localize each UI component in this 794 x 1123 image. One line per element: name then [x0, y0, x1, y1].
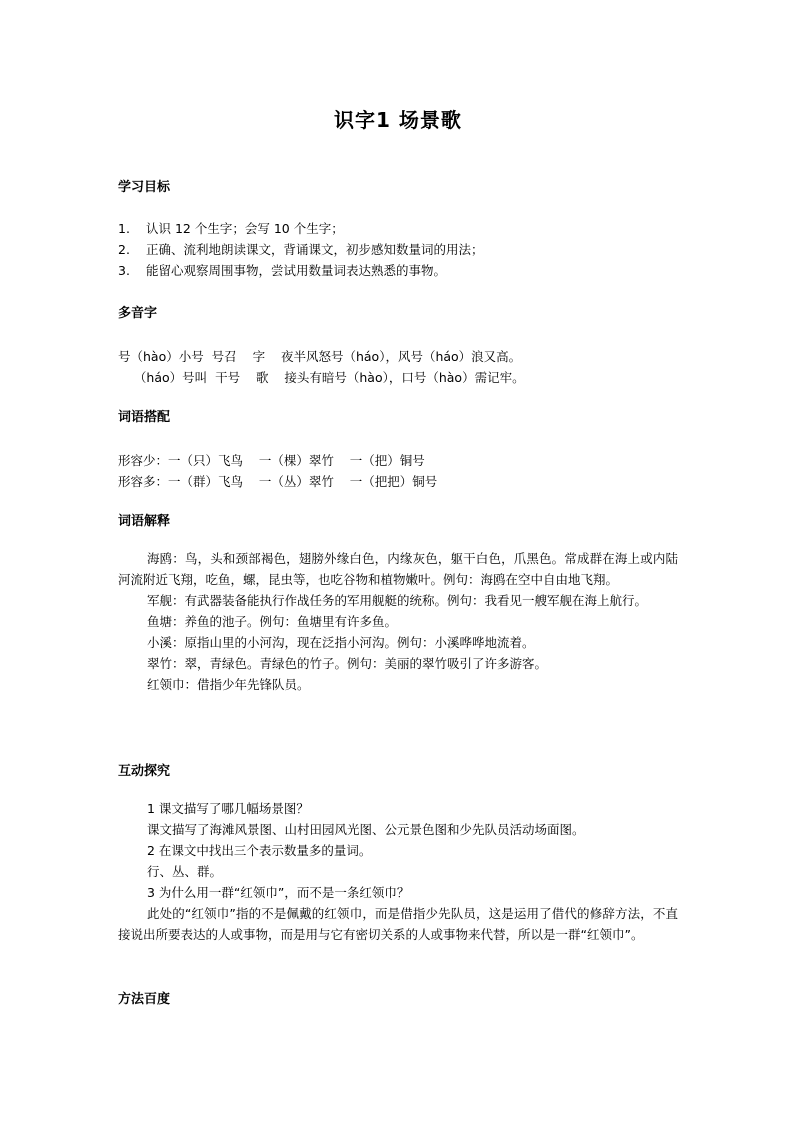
section-explore: [118, 762, 678, 945]
qa-paragraph: 行、丛、群。: [147, 864, 223, 879]
section-collocation: [118, 408, 678, 492]
definition-paragraph: 鱼塘：养鱼的池子。例句：鱼塘里有许多鱼。: [147, 614, 398, 629]
qa-paragraph: 2 在课文中找出三个表示数量多的量词。: [147, 843, 372, 858]
section-polyphone: [118, 304, 678, 388]
qa-paragraph: 3 为什么用一群“红领巾”，而不是一条红领巾？: [147, 885, 410, 900]
section-method: [118, 990, 678, 1010]
goal-item: 2. 正确、流利地朗读课文，背诵课文，初步感知数量词的用法；: [118, 242, 484, 257]
explain-heading: 词语解释: [118, 514, 171, 529]
goal-item: 3. 能留心观察周围事物，尝试用数量词表达熟悉的事物。: [118, 263, 447, 278]
goal-item: 1. 认识 12 个生字；会写 10 个生字；: [118, 221, 344, 236]
section-explain: [118, 512, 678, 695]
polyphone-heading: 多音字: [118, 306, 158, 321]
definition-paragraph: 海鸥：鸟，头和颈部褐色，翅膀外缘白色，内缘灰色，躯干白色，爪黑色。常成群在海上或内陆河流附近飞翔，吃鱼，螺，昆虫等，也吃谷物和植物嫩叶。例句：海鸥在空中自由地飞翔。: [118, 551, 678, 587]
page-title: 识字1 场景歌: [334, 108, 462, 132]
explore-heading: 互动探究: [118, 764, 171, 779]
definition-paragraph: 军舰：有武器装备能执行作战任务的军用舰艇的统称。例句：我看见一艘军舰在海上航行。: [147, 593, 648, 608]
section-goals: [118, 178, 678, 281]
collocation-line: 形容多：一（群）飞鸟 一（丛）翠竹 一（把把）铜号: [118, 474, 438, 489]
qa-paragraph: 课文描写了海滩风景图、山村田园风光图、公元景色图和少先队员活动场面图。: [147, 822, 585, 837]
collocation-line: 形容少：一（只）飞鸟 一（棵）翠竹 一（把）铜号: [118, 453, 425, 468]
definition-paragraph: 翠竹：翠，青绿色。青绿色的竹子。例句：美丽的翠竹吸引了许多游客。: [147, 656, 548, 671]
polyphone-line: （háo）号叫 干号 歌 接头有暗号（hào），口号（hào）需记牢。: [118, 370, 525, 385]
qa-paragraph: 1 课文描写了哪几幅场景图？: [147, 801, 309, 816]
polyphone-line: 号（hào）小号 号召 字 夜半风怒号（háo），风号（háo）浪又高。: [118, 349, 522, 364]
qa-paragraph: 此处的“红领巾”指的不是佩戴的红领巾，而是借指少先队员，这是运用了借代的修辞方法，不直接说出所要表达的人或事物，而是用与它有密切关系的人或事物来代替，所以是一群“红领巾”。: [118, 906, 678, 942]
collocation-heading: 词语搭配: [118, 410, 171, 425]
definition-paragraph: 红领巾：借指少年先锋队员。: [147, 677, 310, 692]
definition-paragraph: 小溪：原指山里的小河沟，现在泛指小河沟。例句：小溪哗哗地流着。: [147, 635, 535, 650]
goals-heading: 学习目标: [118, 180, 171, 195]
method-heading: 方法百度: [118, 992, 171, 1007]
